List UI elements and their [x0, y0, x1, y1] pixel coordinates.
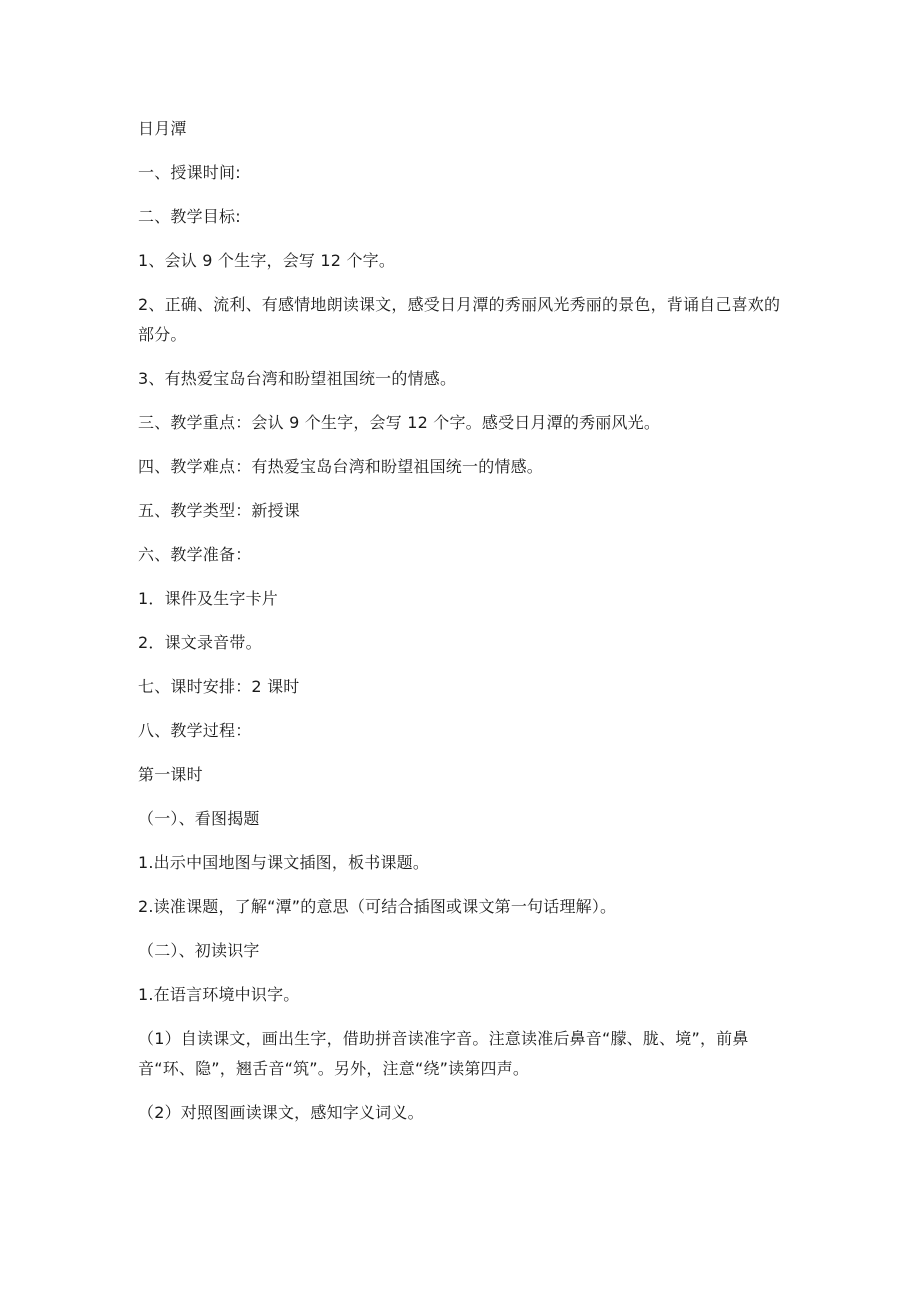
document-body — [138, 114, 788, 1128]
goal-item-1: 1、会认 9 个生字，会写 12 个字。 — [138, 251, 396, 270]
step-1-item-2: 2.读准课题，了解“潭”的意思（可结合插图或课文第一句话理解）。 — [138, 897, 617, 916]
section-lesson-type: 五、教学类型：新授课 — [138, 501, 301, 520]
step-2-subitem-1: （1）自读课文，画出生字，借助拼音读准字音。注意读准后鼻音“朦、胧、境”，前鼻音“环、隐”，翘舌音“筑”。另外，注意“绕”读第四声。 — [138, 1029, 749, 1078]
goal-item-2: 2、正确、流利、有感情地朗读课文，感受日月潭的秀丽风光秀丽的景色，背诵自己喜欢的部分。 — [138, 295, 781, 344]
section-key-points: 三、教学重点：会认 9 个生字，会写 12 个字。感受日月潭的秀丽风光。 — [138, 413, 661, 432]
section-teaching-goals: 二、教学目标: — [138, 207, 241, 226]
document-title: 日月潭 — [138, 119, 187, 138]
step-2-subitem-2: （2）对照图画读课文，感知字义词义。 — [138, 1103, 424, 1122]
preparation-item-2: 2．课文录音带。 — [138, 633, 262, 652]
section-process: 八、教学过程： — [138, 721, 252, 740]
lesson-heading: 第一课时 — [138, 765, 203, 784]
section-preparation: 六、教学准备： — [138, 545, 252, 564]
section-schedule: 七、课时安排：2 课时 — [138, 677, 300, 696]
preparation-item-1: 1．课件及生字卡片 — [138, 589, 278, 608]
step-2-item-1: 1.在语言环境中识字。 — [138, 985, 300, 1004]
goal-item-3: 3、有热爱宝岛台湾和盼望祖国统一的情感。 — [138, 369, 457, 388]
section-difficulties: 四、教学难点：有热爱宝岛台湾和盼望祖国统一的情感。 — [138, 457, 544, 476]
step-1-item-1: 1.出示中国地图与课文插图，板书课题。 — [138, 853, 430, 872]
step-heading-1: （一）、看图揭题 — [138, 809, 260, 828]
section-teaching-time: 一、授课时间: — [138, 163, 241, 182]
step-heading-2: （二）、初读识字 — [138, 941, 260, 960]
